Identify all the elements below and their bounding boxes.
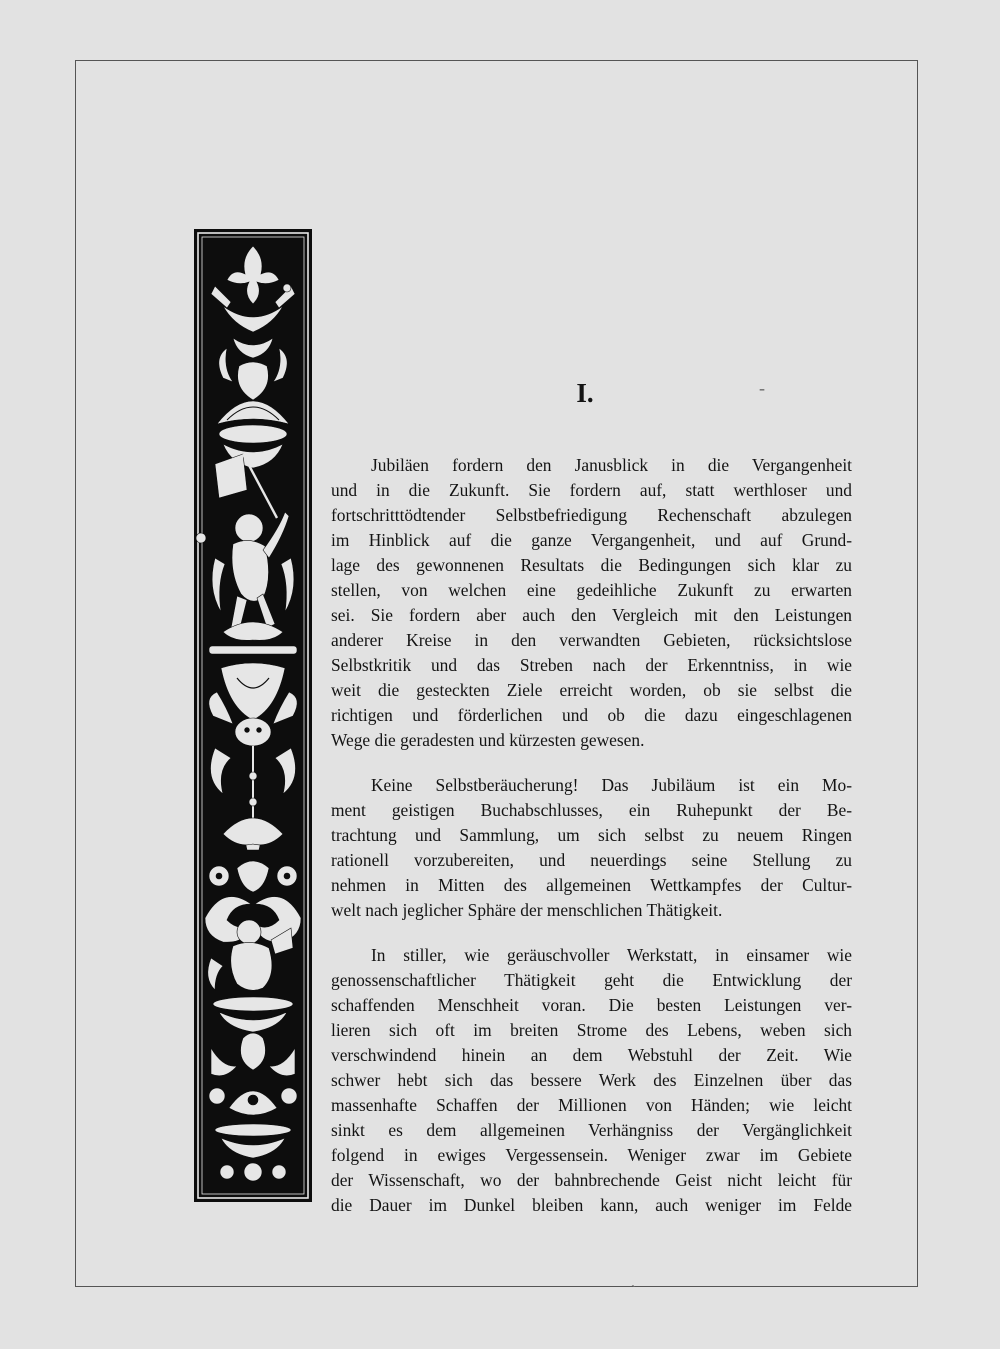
text-line: ment geistigen Buchabschlusses, ein Ruhepunkt der Be-: [331, 800, 852, 820]
paragraph-gap: [331, 753, 852, 773]
text-line: schwer hebt sich das bessere Werk des Einzelnen über das: [331, 1070, 852, 1090]
paragraph-1: [331, 453, 852, 753]
text-line: rationell vorzubereiten, und neuerdings seine Stellung zu: [331, 850, 852, 870]
text-line: anderer Kreise in den verwandten Gebieten, rücksichtslose: [331, 630, 852, 650]
text-line: schaffenden Menschheit voran. Die besten Leistungen ver-: [331, 995, 852, 1015]
text-line: trachtung und Sammlung, um sich selbst zu neuem Ringen: [331, 825, 852, 845]
text-line: genossenschaftlicher Thätigkeit geht die Entwicklung der: [331, 970, 852, 990]
text-line: und in die Zukunft. Sie fordern auf, statt werthloser und: [331, 480, 852, 500]
text-line: lieren sich oft im breiten Strome des Lebens, weben sich: [331, 1020, 852, 1040]
text-line: fortschritttödtender Selbstbefriedigung Rechenschaft abzulegen: [331, 505, 852, 525]
text-line: im Hinblick auf die ganze Vergangenheit, und auf Grund-: [331, 530, 852, 550]
text-line: stellen, von welchen eine gedeihliche Zukunft zu erwarten: [331, 580, 852, 600]
text-line: massenhafte Schaffen der Millionen von Händen; wie leicht: [331, 1095, 852, 1115]
text-line: welt nach jeglicher Sphäre der menschlichen Thätigkeit.: [331, 900, 723, 920]
text-line: nehmen in Mitten des allgemeinen Wettkampfes der Cultur-: [331, 875, 852, 895]
ornament-illustration: [193, 228, 313, 1203]
text-line: lage des gewonnenen Resultats die Bedingungen sich klar zu: [331, 555, 852, 575]
text-line: Selbstkritik und das Streben nach der Erkenntniss, in wie: [331, 655, 852, 675]
body-text: [331, 453, 852, 1218]
chapter-heading: I.: [576, 378, 594, 408]
text-line: sinkt es dem allgemeinen Verhängniss der Vergänglichkeit: [331, 1120, 852, 1140]
text-line: richtigen und förderlichen und ob die dazu eingeschlagenen: [331, 705, 852, 725]
text-line: Jubiläen fordern den Janusblick in die Vergangenheit: [371, 455, 852, 475]
margin-dash-mark: -: [759, 378, 765, 398]
text-line: Keine Selbstberäucherung! Das Jubiläum ist ein Mo-: [371, 775, 852, 795]
text-line: die Dauer im Dunkel bleiben kann, auch weniger im Felde: [331, 1195, 852, 1215]
text-line: verschwindend hinein an dem Webstuhl der Zeit. Wie: [331, 1045, 852, 1065]
text-line: der Wissenschaft, wo der bahnbrechende Geist nicht leicht für: [331, 1170, 852, 1190]
paragraph-3: [331, 943, 852, 1218]
text-line: In stiller, wie geräuschvoller Werkstatt, in einsamer wie: [371, 945, 852, 965]
text-line: weit die gesteckten Ziele erreicht worden, ob sie selbst die: [331, 680, 852, 700]
paragraph-gap: [331, 923, 852, 943]
ornamental-initial-i: [193, 228, 313, 1203]
paragraph-2: [331, 773, 852, 923]
text-line: Wege die geradesten und kürzesten gewesen.: [331, 730, 645, 750]
text-line: folgend in ewiges Vergessensein. Weniger zwar im Gebiete: [331, 1145, 852, 1165]
stray-print-mark: ˏ: [631, 1273, 636, 1288]
text-line: sei. Sie fordern aber auch den Vergleich mit den Leistungen: [331, 605, 852, 625]
